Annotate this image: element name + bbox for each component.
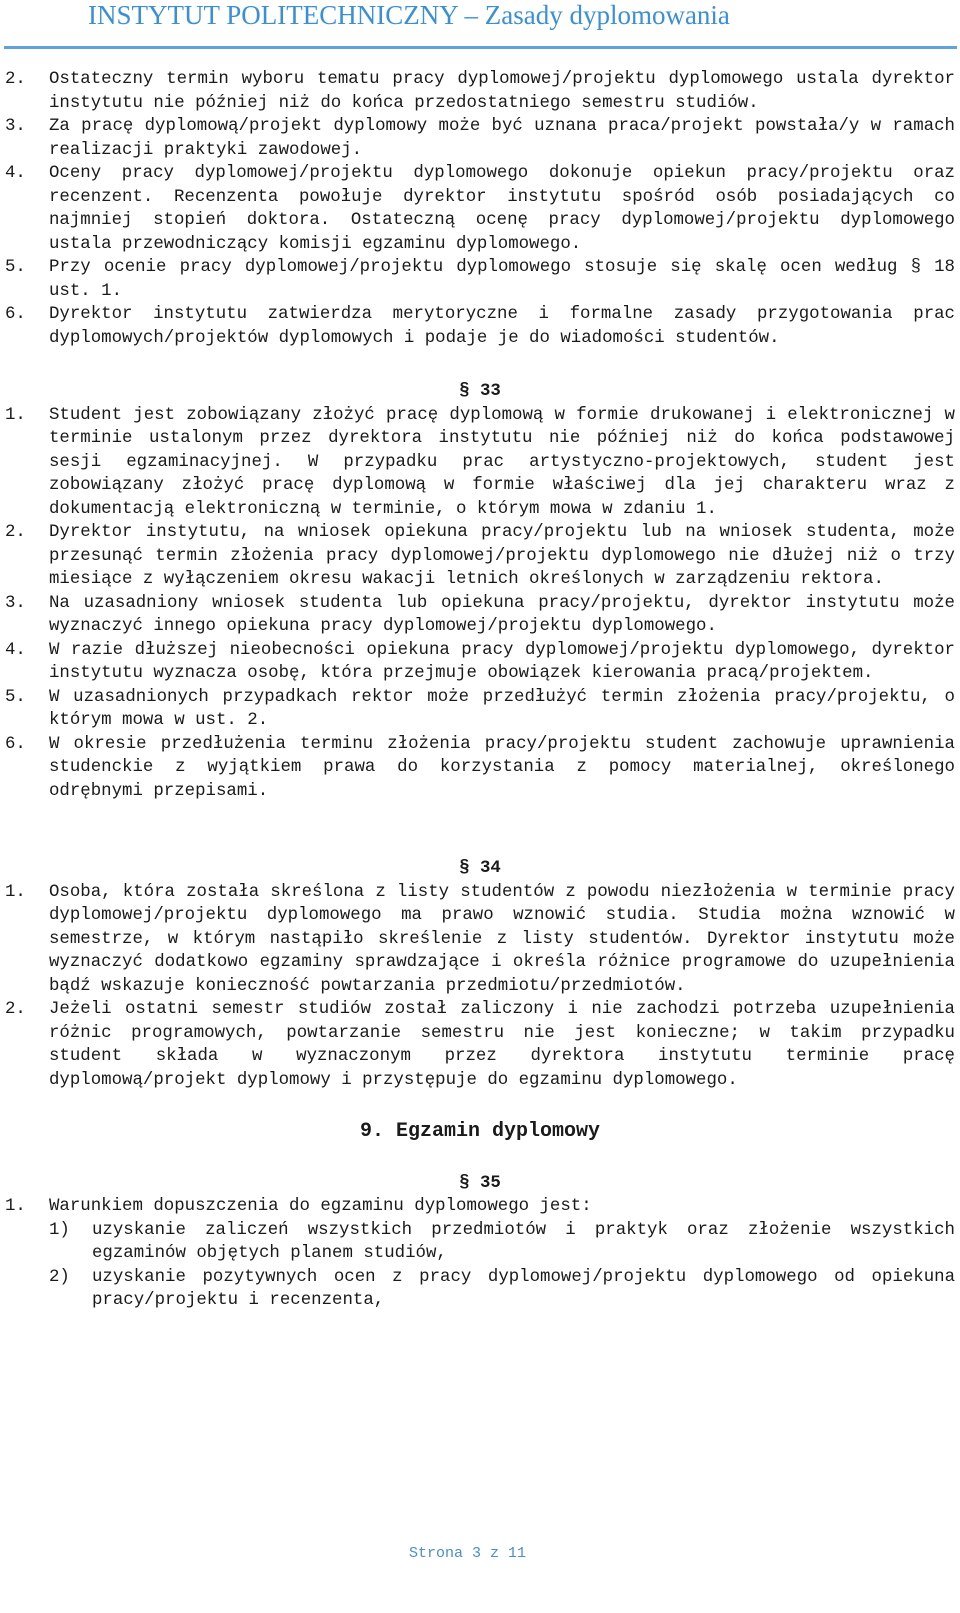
list-item: 5. W uzasadnionych przypadkach rektor może przedłużyć termin złożenia pracy/projektu, o którym mowa w ust. 2. — [5, 687, 955, 730]
list-item: 1. Warunkiem dopuszczenia do egzaminu dyplomowego jest: — [5, 1197, 592, 1216]
section-heading-34: § 34 — [459, 859, 501, 878]
sub-list-item: 1) uzyskanie zaliczeń wszystkich przedmiotów i praktyk oraz złożenie wszystkich egzaminów objętych planem studiów, — [49, 1220, 955, 1263]
section-33 — [5, 404, 955, 804]
document-body — [5, 68, 955, 1313]
list-item: 6. Dyrektor instytutu zatwierdza merytoryczne i formalne zasady przygotowania prac dyplomowych/projektów dyplomowych i podaje je do wiadomości studentów. — [5, 305, 955, 348]
list-item: 3. Za pracę dyplomową/projekt dyplomowy może być uznana praca/projekt powstała/y w ramach realizacji praktyki zawodowej. — [5, 117, 955, 160]
list-item: 2. Ostateczny termin wyboru tematu pracy dyplomowej/projektu dyplomowego ustala dyrektor instytutu nie później niż do końca przedostatniego semestru studiów. — [5, 70, 955, 113]
section-heading-33: § 33 — [459, 382, 501, 401]
list-item: 4. Oceny pracy dyplomowej/projektu dyplomowego dokonuje opiekun pracy/projektu oraz recenzent. Recenzenta powołuje dyrektor instytutu spośród osób posiadających co najmniej stopień doktora. Ostateczną ocenę pracy dyplomowej/projektu dyplomowego ustala przewodniczący komisji egzaminu dyplomowego. — [5, 164, 955, 254]
page-number: Strona 3 z 11 — [408, 1545, 527, 1562]
section-34 — [5, 881, 955, 1093]
list-item: 2. Dyrektor instytutu, na wniosek opiekuna pracy/projektu lub na wniosek studenta, może przesunąć termin złożenia pracy dyplomowej/projektu dyplomowego nie dłużej niż o trzy miesiące z wyłączeniem okresu wakacji letnich określonych w zarządzeniu rektora. — [5, 523, 955, 589]
list-item: 2. Jeżeli ostatni semestr studiów został zaliczony i nie zachodzi potrzeba uzupełnienia różnic programowych, powtarzanie semestru nie jest konieczne; w takim przypadku student składa w wyznaczonym przez dyrektora instytutu terminie pracę dyplomową/projekt dyplomowy i przystępuje do egzaminu dyplomowego. — [5, 1000, 955, 1090]
list-item: 6. W okresie przedłużenia terminu złożenia pracy/projektu student zachowuje uprawnienia studenckie z wyjątkiem prawa do korzystania z pomocy materialnej, określonego odrębnymi przepisami. — [5, 734, 955, 801]
list-item: 1. Osoba, która została skreślona z listy studentów z powodu niezłożenia w terminie pracy dyplomowej/projektu dyplomowego ma prawo wznowić studia. Studia można wznowić w semestrze, w którym nastąpiło skreślenie z listy studentów. Dyrektor instytutu może wyznaczyć dodatkowo egzaminy sprawdzające i określa różnice programowe do uzupełnienia bądź wskazuje konieczność powtarzania przedmiotu/przedmiotów. — [5, 882, 955, 996]
section-35 — [5, 1195, 955, 1313]
chapter-heading: 9. Egzamin dyplomowy — [359, 1120, 601, 1143]
list-item: 5. Przy ocenie pracy dyplomowej/projektu dyplomowego stosuje się skalę ocen według § 18 ust. 1. — [5, 258, 955, 301]
list-item: 1. Student jest zobowiązany złożyć pracę dyplomową w formie drukowanej i elektronicznej w terminie ustalonym przez dyrektora instytutu nie później niż do końca podstawowej sesji egzaminacyjnej. W przypadku prac artystyczno-projektowych, student jest zobowiązany złożyć pracę dyplomową w formie właściwej dla jej charakteru wraz z dokumentacją elektroniczną w terminie, o którym mowa w zdaniu 1. — [5, 405, 955, 519]
sub-list-item: 2) uzyskanie pozytywnych ocen z pracy dyplomowej/projektu dyplomowego od opiekuna pracy/projektu i recenzenta, — [49, 1267, 955, 1310]
list-item: 4. W razie dłuższej nieobecności opiekuna pracy dyplomowej/projektu dyplomowego, dyrektor instytutu wyznacza osobę, która przejmuje obowiązek kierowania pracą/projektem. — [5, 640, 955, 683]
page-header-title: INSTYTUT POLITECHNICZNY – Zasady dyplomowania — [88, 0, 730, 30]
header-divider — [4, 46, 957, 49]
section-continuation — [5, 68, 955, 350]
list-item: 3. Na uzasadniony wniosek studenta lub opiekuna pracy/projektu, dyrektor instytutu może wyznaczyć innego opiekuna pracy dyplomowej/projektu dyplomowego. — [5, 593, 955, 636]
section-heading-35: § 35 — [459, 1173, 501, 1193]
